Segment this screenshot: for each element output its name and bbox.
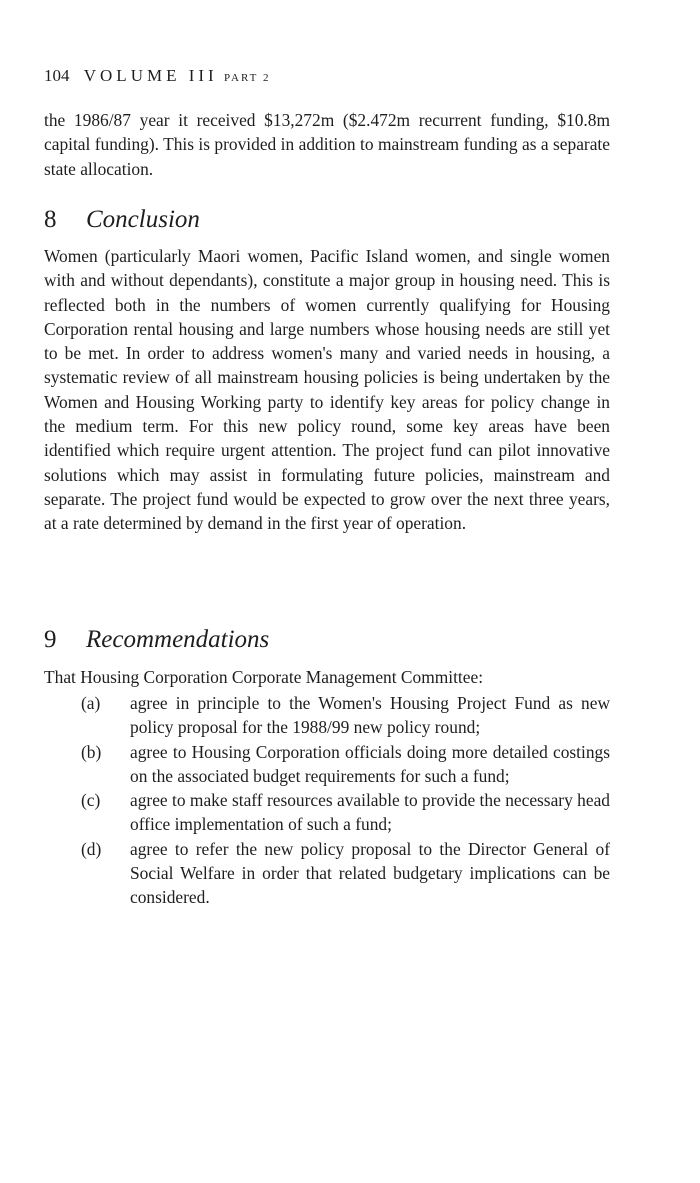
volume-label: VOLUME III <box>83 66 218 85</box>
list-item <box>44 788 610 837</box>
intro-paragraph: the 1986/87 year it received $13,272m ($2.472m recurrent funding, $10.8m capital funding). This is provided in addition to mainstream funding as a separate state allocation. <box>44 110 610 179</box>
item-marker: (c) <box>81 790 101 811</box>
section-number: 9 <box>44 626 57 653</box>
conclusion-heading <box>44 205 200 235</box>
part-label: PART 2 <box>223 72 271 84</box>
section-title: Conclusion <box>86 206 200 233</box>
item-text: agree to refer the new policy proposal to the Director General of Social Welfare in order that related budgetary implications can be considered. <box>130 838 610 908</box>
section-number: 8 <box>44 206 57 233</box>
recommendations-list <box>44 691 610 910</box>
recommendations-intro: That Housing Corporation Corporate Management Committee: <box>44 667 484 687</box>
item-marker: (d) <box>81 838 102 859</box>
conclusion-paragraph: Women (particularly Maori women, Pacific Island women, and single women with and without dependants), constitute a major group in housing need. This is reflected both in the numbers of women currently qualifying for Housing Corporation rental housing and large numbers whose housing needs are still yet to be met. In order to address women's many and varied needs in housing, a systematic review of all mainstream housing policies is being undertaken by the Women and Housing Working party to identify key areas for policy change in the medium term. For this new policy round, some key areas have been identified which require urgent attention. The project fund can pilot innovative solutions which may assist in formulating future policies, mainstream and separate. The project fund would be expected to grow over the next three years, at a rate determined by demand in the first year of operation. <box>44 246 610 534</box>
item-marker: (a) <box>81 693 101 713</box>
item-marker: (b) <box>81 741 102 762</box>
item-text: agree in principle to the Women's Housing Project Fund as new policy proposal for the 1988/99 new policy round; <box>130 693 610 738</box>
item-text: agree to Housing Corporation officials doing more detailed costings on the associated budget requirements for such a fund; <box>130 741 610 786</box>
item-text: agree to make staff resources available to provide the necessary head office implementation of such a fund; <box>130 790 610 835</box>
running-head <box>44 66 270 88</box>
list-item <box>44 740 610 789</box>
page-number: 104 <box>44 66 70 85</box>
section-title: Recommendations <box>86 626 270 653</box>
list-item <box>44 837 610 910</box>
list-item <box>44 691 610 740</box>
recommendations-heading <box>44 625 269 655</box>
